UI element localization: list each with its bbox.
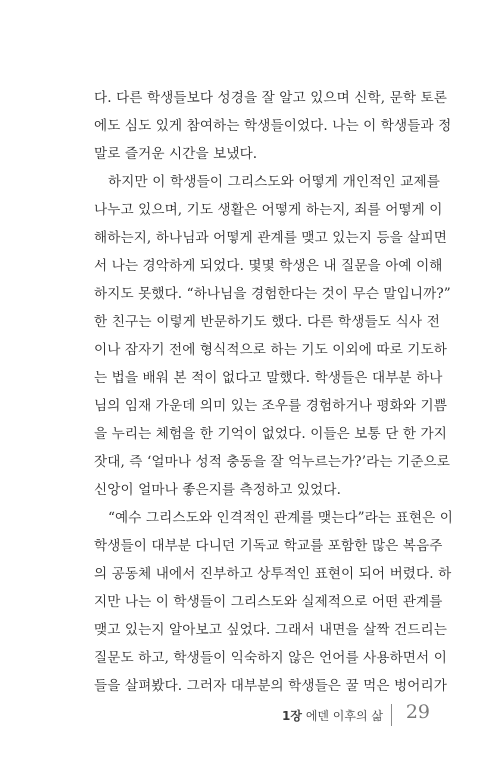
text-line: 님의 임재 가운데 의미 있는 조우를 경험하거나 평화와 기쁨 xyxy=(94,398,447,414)
text-line: 질문도 하고, 학생들이 익숙하지 않은 언어를 사용하면서 이 xyxy=(94,650,447,666)
paragraph-first-line: “예수 그리스도와 인격적인 관계를 맺는다”라는 표현은 이 xyxy=(108,510,453,526)
text-line: 는 법을 배워 본 적이 없다고 말했다. 학생들은 대부분 하나 xyxy=(94,370,443,386)
text-line: 서 나는 경악하게 되었다. 몇몇 학생은 내 질문을 아예 이해 xyxy=(94,258,443,274)
text-line: 지만 나는 이 학생들이 그리스도와 실제적으로 어떤 관계를 xyxy=(94,594,443,610)
running-footer xyxy=(282,707,383,724)
chapter-number: 1장 xyxy=(282,709,302,723)
chapter-title: 에덴 이후의 삶 xyxy=(305,709,383,723)
text-line: 을 누리는 체험을 한 기억이 없었다. 이들은 보통 단 한 가지 xyxy=(94,426,447,442)
text-line: 학생들이 대부분 다니던 기독교 학교를 포함한 많은 복음주 xyxy=(94,538,443,554)
text-line: 잣대, 즉 ‘얼마나 성적 충동을 잘 억누르는가?’라는 기준으로 xyxy=(94,454,450,470)
text-line: 한 친구는 이렇게 반문하기도 했다. 다른 학생들도 식사 전 xyxy=(94,314,440,330)
text-line: 신앙이 얼마나 좋은지를 측정하고 있었다. xyxy=(94,482,342,498)
text-line: 의 공동체 내에서 진부하고 상투적인 표현이 되어 버렸다. 하 xyxy=(94,566,452,582)
text-line: 말로 즐거운 시간을 보냈다. xyxy=(94,146,258,162)
text-line: 다. 다른 학생들보다 성경을 잘 알고 있으며 신학, 문학 토론 xyxy=(94,90,447,106)
paragraph-first-line: 하지만 이 학생들이 그리스도와 어떻게 개인적인 교제를 xyxy=(108,174,440,190)
text-line: 이나 잠자기 전에 형식적으로 하는 기도 이외에 따로 기도하 xyxy=(94,342,447,358)
text-line: 해하는지, 하나님과 어떻게 관계를 맺고 있는지 등을 살피면 xyxy=(94,230,447,246)
page-footer xyxy=(0,701,440,729)
body-text xyxy=(94,84,453,700)
text-line: 에도 심도 있게 참여하는 학생들이었다. 나는 이 학생들과 정 xyxy=(94,118,452,134)
text-line: 맺고 있는지 알아보고 싶었다. 그래서 내면을 살짝 건드리는 xyxy=(94,622,447,638)
text-line: 하지도 못했다. “하나님을 경험한다는 것이 무슨 말입니까?” xyxy=(94,286,451,302)
text-line: 들을 살펴봤다. 그러자 대부분의 학생들은 꿀 먹은 벙어리가 xyxy=(94,678,447,694)
page-number: 29 xyxy=(405,701,430,723)
footer-divider xyxy=(391,704,392,726)
text-line: 나누고 있으며, 기도 생활은 어떻게 하는지, 죄를 어떻게 이 xyxy=(94,202,443,218)
